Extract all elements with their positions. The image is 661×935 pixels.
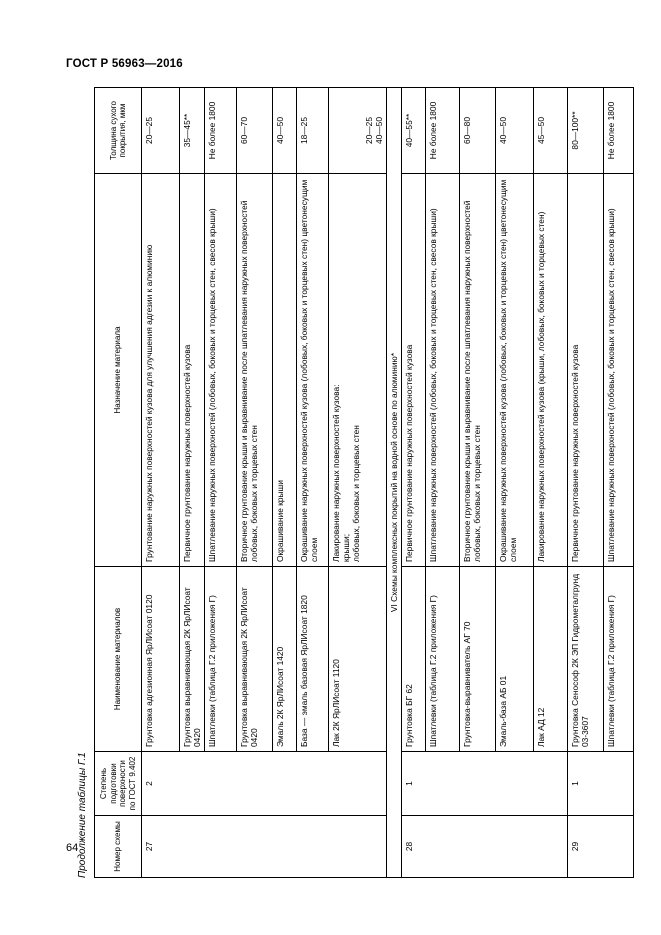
- material-name: Шпатлевки (таблица Г.2 приложения Г): [604, 567, 634, 752]
- coating-thickness: Не более 1800: [426, 88, 460, 174]
- coating-schemes-table: [94, 87, 634, 878]
- material-name: Грунтовка БГ 62: [402, 567, 426, 752]
- material-name: Грунтовка выравнивающая 2К ЯрЛИсоат 0420: [237, 567, 273, 752]
- prep-degree-29: 1: [568, 752, 634, 816]
- col-header-purpose: Назначение материала: [95, 174, 142, 567]
- rotated-table-block: [77, 88, 616, 878]
- prep-degree-28: 1: [402, 752, 568, 816]
- table-caption: Продолжение таблицы Г.1: [77, 752, 88, 878]
- material-name: Шпатлевки (таблица Г.2 приложения Г): [205, 567, 237, 752]
- table-row: [402, 88, 426, 878]
- material-purpose: Лакирование наружных поверхностей кузова (крыши, лобовых, боковых и торцевых стен): [534, 174, 568, 567]
- lac-purpose-title: Лакирование наружных поверхностей кузова:: [331, 384, 341, 562]
- material-name: Шпатлевки (таблица Г.2 приложения Г): [426, 567, 460, 752]
- coating-thickness: 20—25: [142, 88, 180, 174]
- material-purpose: Грунтование наружных поверхностей кузова для улучшения адгезии к алюминию: [142, 174, 180, 567]
- document-code: ГОСТ Р 56963—2016: [66, 58, 183, 70]
- material-name: Грунтовка-выравниватель АГ 70: [460, 567, 496, 752]
- material-name: Лак АД 12: [534, 567, 568, 752]
- coating-thickness: 40—50: [273, 88, 297, 174]
- coating-thickness: 80—100**: [568, 88, 604, 174]
- coating-thickness: 18—25: [297, 88, 329, 174]
- col-header-scheme-no: Номер схемы: [95, 816, 142, 878]
- lac-thickness-walls: 40—50: [374, 117, 384, 145]
- coating-thickness: 35—45**: [180, 88, 205, 174]
- scheme-number-27: 27: [142, 816, 387, 878]
- coating-thickness: 60—80: [460, 88, 496, 174]
- material-purpose: Окрашивание наружных поверхностей кузова (лобовых, боковых и торцевых стен) цветонесущим слоем: [297, 174, 329, 567]
- lac-thickness-roof: 20—25: [364, 117, 374, 145]
- material-purpose: Вторичное грунтование крыши и выравнивание после шпатлевания наружных поверхностей лобовых, боковых и торцевых стен: [460, 174, 496, 567]
- material-purpose: [329, 174, 387, 567]
- scheme-number-29: 29: [568, 816, 634, 878]
- material-purpose: Окрашивание крыши: [273, 174, 297, 567]
- coating-thickness: 45—50: [534, 88, 568, 174]
- material-name: Лак 2К ЯрЛИсоат 1120: [329, 567, 387, 752]
- material-name: Эмаль 2К ЯрЛИсоат 1420: [273, 567, 297, 752]
- material-purpose: Шпатлевание наружных поверхностей (лобовых, боковых и торцевых стен, свесов крыши): [604, 174, 634, 567]
- page-number: 64: [66, 842, 79, 854]
- material-purpose: Шпатлевание наружных поверхностей (лобовых, боковых и торцевых стен, свесов крыши): [426, 174, 460, 567]
- lac-purpose-walls: лобовых, боковых и торцевых стен: [351, 425, 361, 562]
- material-purpose: Первичное грунтование наружных поверхностей кузова: [180, 174, 205, 567]
- col-header-thickness: Толщина сухого покрытия, мкм: [95, 88, 142, 174]
- coating-thickness: 40—55**: [402, 88, 426, 174]
- table-header-row: [95, 88, 142, 878]
- coating-thickness: 40—50: [496, 88, 534, 174]
- coating-thickness: [329, 88, 387, 174]
- scheme-number-28: 28: [402, 816, 568, 878]
- table-row: [142, 88, 180, 878]
- material-name: Грунтовка Сенософ 2К ЭП Гидрометалгрунд 03-3607: [568, 567, 604, 752]
- table-row: [568, 88, 604, 878]
- section-heading-row: [387, 88, 402, 878]
- prep-degree-27: 2: [142, 752, 387, 816]
- col-header-material-name: Наименование материалов: [95, 567, 142, 752]
- material-purpose: Первичное грунтование наружных поверхностей кузова: [568, 174, 604, 567]
- material-name: Грунтовка адгезионная ЯрЛИсоат 0120: [142, 567, 180, 752]
- col-header-prep-degree: Степень подготовки поверхности по ГОСТ 9.402: [95, 752, 142, 816]
- material-purpose: Вторичное грунтование крыши и выравнивание после шпатлевания наружных поверхностей лобовых, боковых и торцевых стен: [237, 174, 273, 567]
- section-vi-title: VI Схемы комплексных покрытий на водной основе по алюминию*: [387, 88, 402, 878]
- material-purpose: Шпатлевание наружных поверхностей (лобовых, боковых и торцевых стен, свесов крыши): [205, 174, 237, 567]
- coating-thickness: Не более 1800: [604, 88, 634, 174]
- material-name: База — эмаль базовая ЯрЛИсоат 1820: [297, 567, 329, 752]
- coating-thickness: 60—70: [237, 88, 273, 174]
- lac-purpose-roof: крыши;: [341, 533, 351, 562]
- material-purpose: Первичное грунтование наружных поверхностей кузова: [402, 174, 426, 567]
- material-purpose: Окрашивание наружных поверхностей кузова (лобовых, боковых и торцевых стен) цветонесущим слоем: [496, 174, 534, 567]
- material-name: Эмаль-база АБ 01: [496, 567, 534, 752]
- coating-thickness: Не более 1800: [205, 88, 237, 174]
- material-name: Грунтовка выравнивающая 2К ЯрЛИсоат 0420: [180, 567, 205, 752]
